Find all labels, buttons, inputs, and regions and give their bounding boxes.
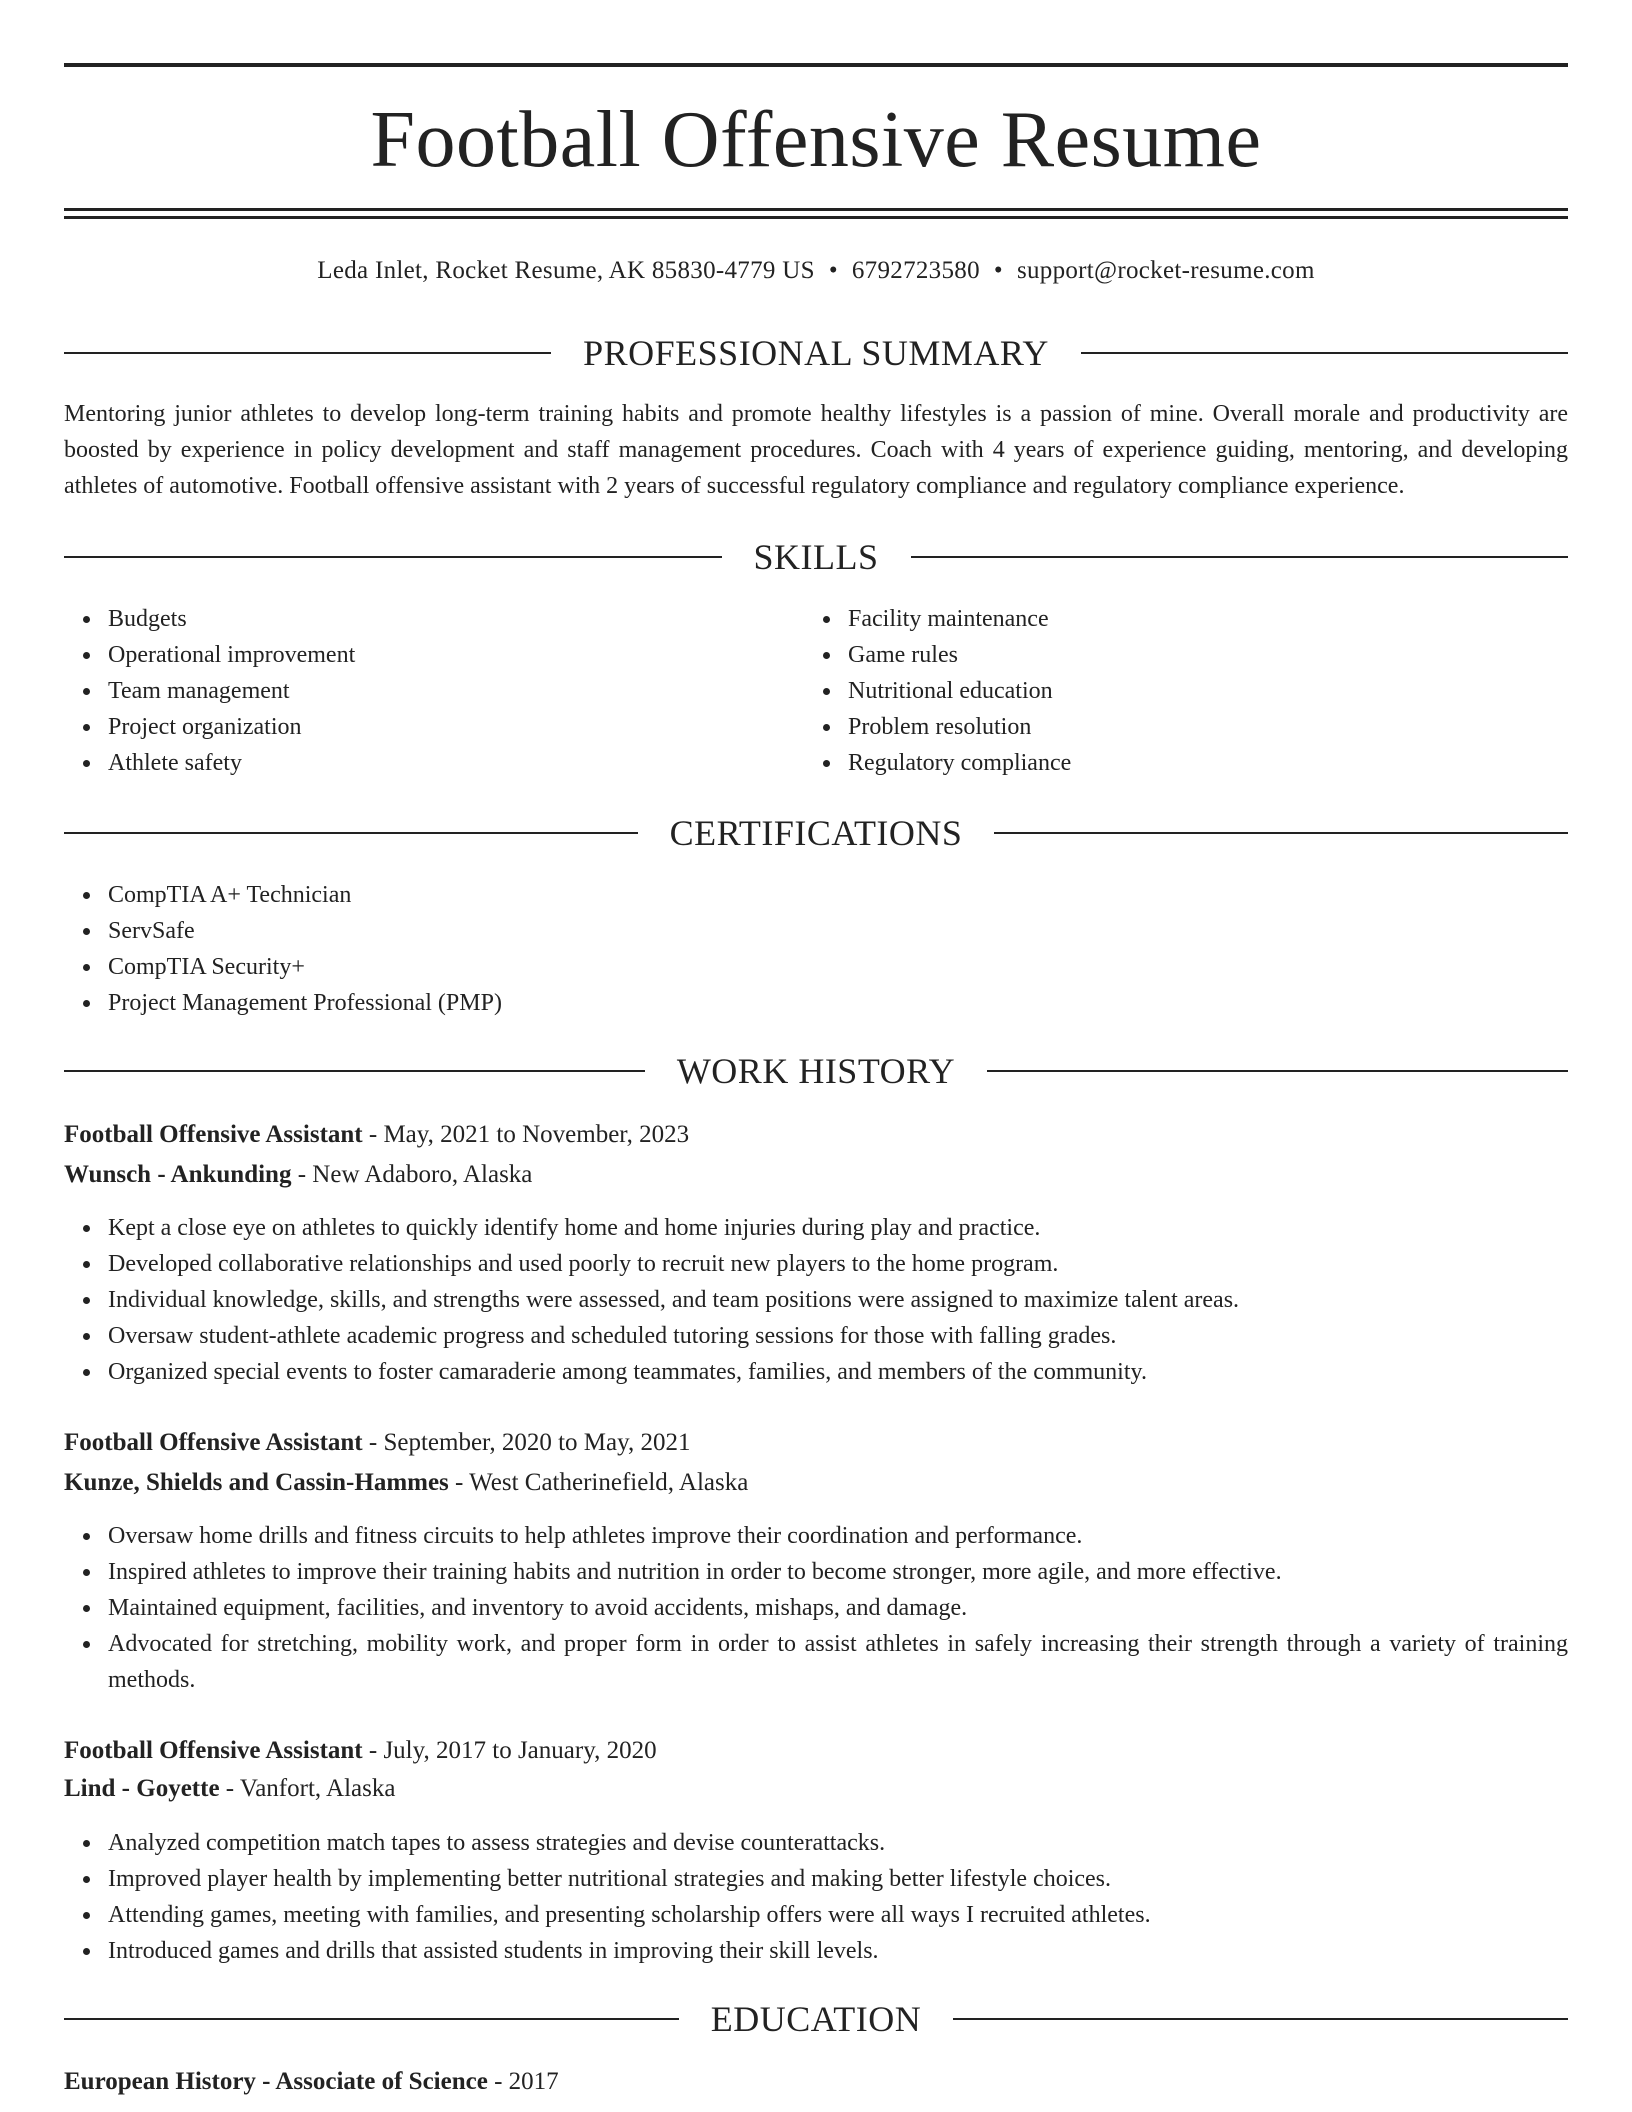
job-bullet: Developed collaborative relationships and used poorly to recruit new players to the home program. [108, 1246, 1568, 1282]
skill-item: Problem resolution [848, 709, 1071, 745]
heading-rule [64, 556, 722, 558]
job-location: New Adaboro, Alaska [312, 1161, 533, 1188]
heading-rule [1081, 352, 1568, 354]
job-bullet: Improved player health by implementing better nutritional strategies and making better lifestyle choices. [108, 1861, 1568, 1897]
job-bullet: Inspired athletes to improve their training habits and nutrition in order to become stronger, more agile, and more effective. [108, 1554, 1568, 1590]
job-bullet: Individual knowledge, skills, and strengths were assessed, and team positions were assigned to maximize talent areas. [108, 1282, 1568, 1318]
job-bullet: Analyzed competition match tapes to assess strategies and devise counterattacks. [108, 1825, 1568, 1861]
job-company: Lind - Goyette [64, 1775, 220, 1802]
job-company-line: Kunze, Shields and Cassin-Hammes - West Catherinefield, Alaska [64, 1469, 749, 1496]
skill-item: Budgets [108, 601, 355, 637]
job-company: Kunze, Shields and Cassin-Hammes [64, 1469, 449, 1496]
certification-item: CompTIA A+ Technician [108, 877, 502, 913]
job-company-line: Wunsch - Ankunding - New Adaboro, Alaska [64, 1161, 533, 1188]
skills-list-right [804, 601, 1071, 781]
job-company: Wunsch - Ankunding [64, 1161, 292, 1188]
contact-separator: • [828, 257, 838, 284]
contact-phone: 6792723580 [851, 257, 980, 284]
education-line: European History - Associate of Science - 2017 [64, 2068, 559, 2095]
job-location: Vanfort, Alaska [239, 1775, 396, 1802]
job-title: Football Offensive Assistant [64, 1121, 363, 1148]
summary-text: Mentoring junior athletes to develop long-term training habits and promote healthy lifestyles is a passion of mine. Overall morale and productivity are boosted by experience in policy development and staff management procedures. Coach with 4 years of experience guiding, mentoring, and developing athletes of automotive. Football offensive assistant with 2 years of successful regulatory compliance and regulatory compliance experience. [64, 401, 1568, 499]
section-heading-skills [64, 532, 1568, 582]
heading-rule [64, 352, 551, 354]
title-double-rule [64, 208, 1568, 219]
job-bullets [64, 1518, 1568, 1698]
job-title-line: Football Offensive Assistant - May, 2021 to November, 2023 [64, 1121, 690, 1148]
job-bullet: Oversaw student-athlete academic progress and scheduled tutoring sessions for those with falling grades. [108, 1318, 1568, 1354]
education-degree: European History - Associate of Science [64, 2068, 488, 2095]
job-dates: September, 2020 to May, 2021 [383, 1429, 691, 1456]
job-company-line: Lind - Goyette - Vanfort, Alaska [64, 1775, 396, 1802]
job-title: Football Offensive Assistant [64, 1737, 363, 1764]
heading-rule [953, 2018, 1568, 2020]
section-heading-label: CERTIFICATIONS [669, 813, 963, 853]
certification-item: CompTIA Security+ [108, 949, 502, 985]
job-bullet: Oversaw home drills and fitness circuits to help athletes improve their coordination and performance. [108, 1518, 1568, 1554]
skill-item: Project organization [108, 709, 355, 745]
job-bullets [64, 1210, 1568, 1390]
job-dates: July, 2017 to January, 2020 [383, 1737, 657, 1764]
section-heading-label: EDUCATION [710, 1999, 922, 2039]
skill-item: Nutritional education [848, 673, 1071, 709]
heading-rule [64, 832, 638, 834]
heading-rule [64, 2018, 679, 2020]
job-dates: May, 2021 to November, 2023 [383, 1121, 690, 1148]
job-bullet: Organized special events to foster camaraderie among teammates, families, and members of the community. [108, 1354, 1568, 1390]
contact-address: Leda Inlet, Rocket Resume, AK 85830-4779 US [317, 257, 815, 284]
section-heading-summary [64, 328, 1568, 378]
job-bullet: Maintained equipment, facilities, and inventory to avoid accidents, mishaps, and damage. [108, 1590, 1568, 1626]
section-heading-label: SKILLS [753, 537, 879, 577]
contact-line [64, 254, 1568, 288]
certifications-list [64, 877, 502, 1021]
contact-separator: • [993, 257, 1003, 284]
top-rule [64, 63, 1568, 67]
job-bullet: Kept a close eye on athletes to quickly identify home and home injuries during play and practice. [108, 1210, 1568, 1246]
heading-rule [64, 1070, 645, 1072]
education-year: 2017 [508, 2068, 559, 2095]
job-bullet: Advocated for stretching, mobility work, and proper form in order to assist athletes in safely increasing their strength through a variety of training methods. [108, 1626, 1568, 1698]
job-title: Football Offensive Assistant [64, 1429, 363, 1456]
skill-item: Game rules [848, 637, 1071, 673]
job-bullet: Introduced games and drills that assisted students in improving their skill levels. [108, 1933, 1568, 1969]
section-heading-label: WORK HISTORY [676, 1051, 956, 1091]
section-heading-certifications [64, 808, 1568, 858]
skill-item: Team management [108, 673, 355, 709]
skills-list-left [64, 601, 355, 781]
heading-rule [994, 832, 1568, 834]
job-bullets [64, 1825, 1568, 1969]
skill-item: Regulatory compliance [848, 745, 1071, 781]
certification-item: Project Management Professional (PMP) [108, 985, 502, 1021]
contact-email: support@rocket-resume.com [1016, 257, 1315, 284]
skill-item: Facility maintenance [848, 601, 1071, 637]
skill-item: Operational improvement [108, 637, 355, 673]
heading-rule [911, 556, 1569, 558]
job-title-line: Football Offensive Assistant - September, 2020 to May, 2021 [64, 1429, 691, 1456]
heading-rule [987, 1070, 1568, 1072]
skill-item: Athlete safety [108, 745, 355, 781]
resume-title: Football Offensive Resume [370, 96, 1262, 184]
section-heading-label: PROFESSIONAL SUMMARY [583, 333, 1049, 373]
section-heading-education [64, 1994, 1568, 2044]
job-title-line: Football Offensive Assistant - July, 2017 to January, 2020 [64, 1737, 657, 1764]
certification-item: ServSafe [108, 913, 502, 949]
job-bullet: Attending games, meeting with families, and presenting scholarship offers were all ways I recruited athletes. [108, 1897, 1568, 1933]
section-heading-work-history [64, 1046, 1568, 1096]
job-location: West Catherinefield, Alaska [469, 1469, 749, 1496]
